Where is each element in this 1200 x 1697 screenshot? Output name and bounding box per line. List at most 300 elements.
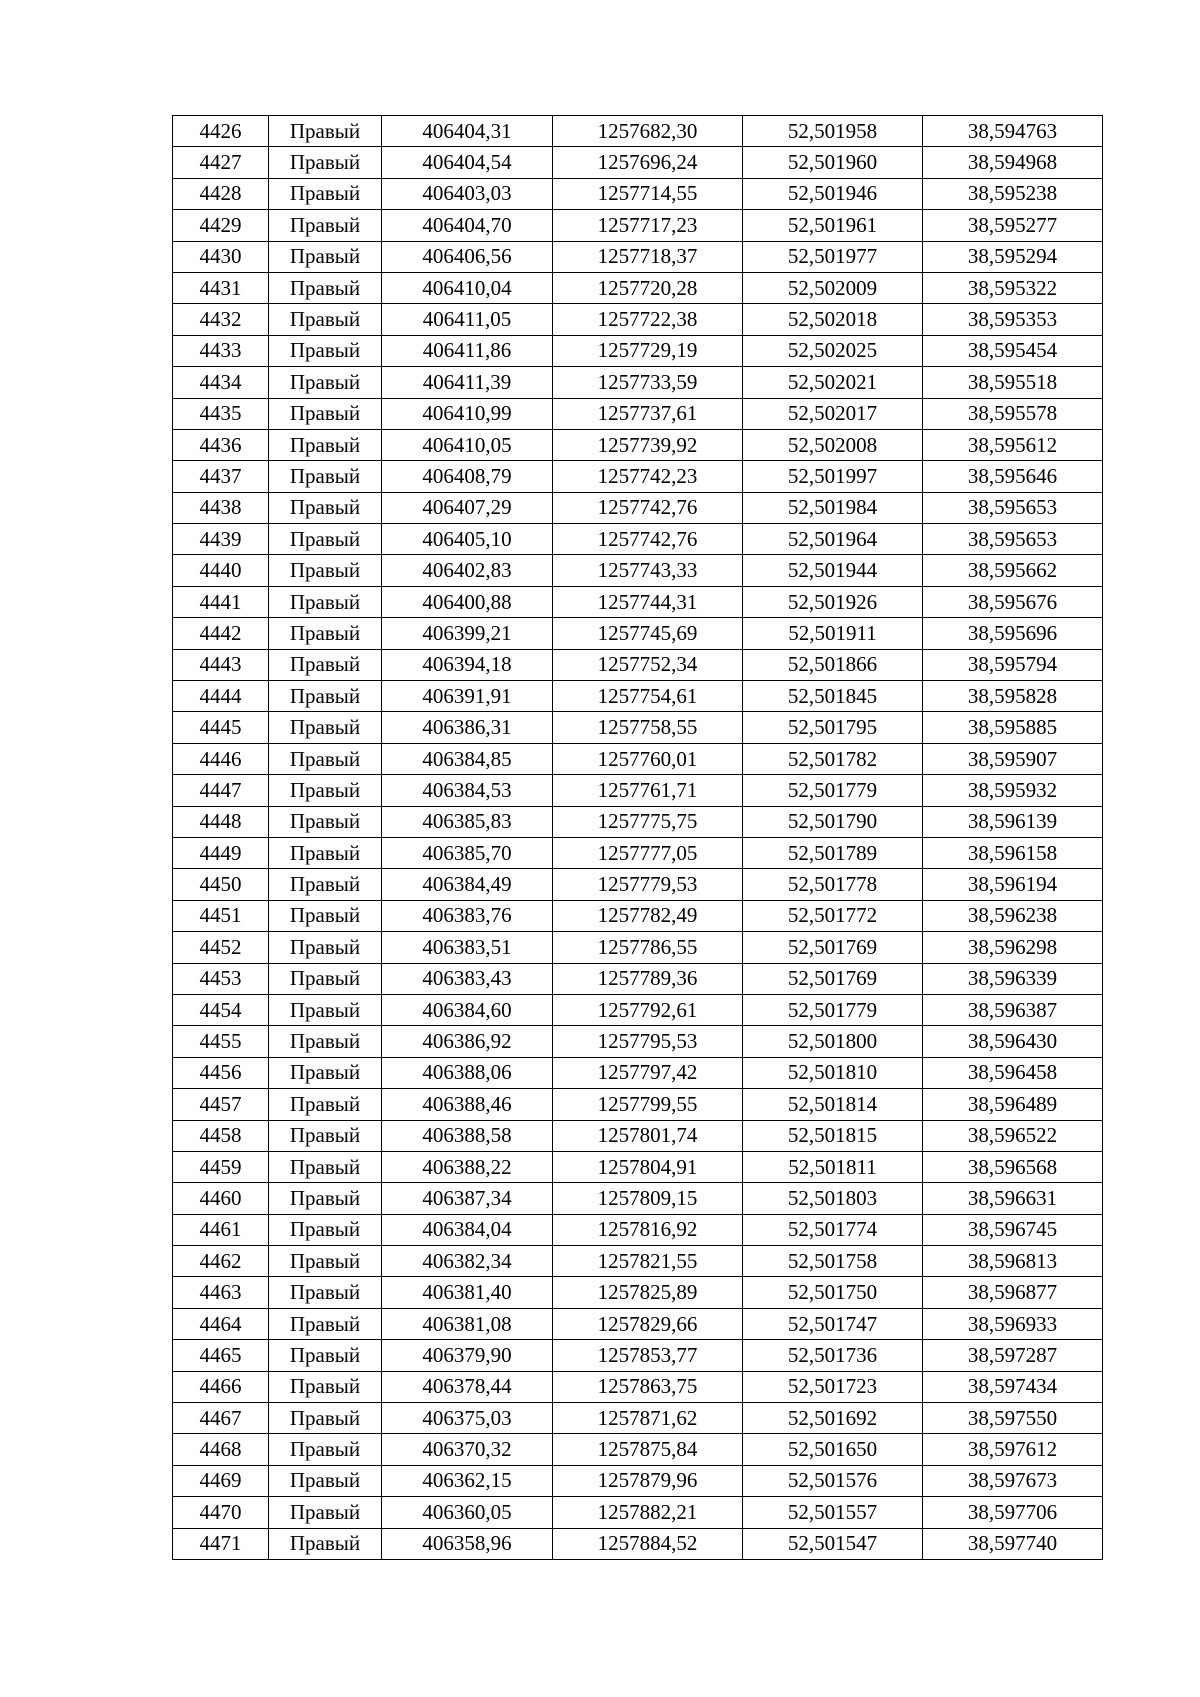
latitude-cell: 52,501576 <box>743 1465 923 1496</box>
coord-x-cell: 406394,18 <box>382 649 553 680</box>
table-row <box>173 1057 1103 1088</box>
coord-x-cell: 406391,91 <box>382 681 553 712</box>
coord-y-cell: 1257789,36 <box>553 963 743 994</box>
coord-y-cell: 1257714,55 <box>553 178 743 209</box>
coord-x-cell: 406402,83 <box>382 555 553 586</box>
coord-x-cell: 406358,96 <box>382 1528 553 1559</box>
coord-y-cell: 1257742,23 <box>553 461 743 492</box>
longitude-cell: 38,596933 <box>923 1308 1103 1339</box>
bank-side-cell: Правый <box>269 335 382 366</box>
latitude-cell: 52,502018 <box>743 304 923 335</box>
point-number-cell: 4432 <box>173 304 269 335</box>
latitude-cell: 52,501810 <box>743 1057 923 1088</box>
point-number-cell: 4469 <box>173 1465 269 1496</box>
coord-y-cell: 1257882,21 <box>553 1497 743 1528</box>
point-number-cell: 4443 <box>173 649 269 680</box>
table-row <box>173 1434 1103 1465</box>
point-number-cell: 4460 <box>173 1183 269 1214</box>
point-number-cell: 4427 <box>173 147 269 178</box>
table-row <box>173 994 1103 1025</box>
coord-y-cell: 1257782,49 <box>553 900 743 931</box>
longitude-cell: 38,595653 <box>923 492 1103 523</box>
coord-x-cell: 406403,03 <box>382 178 553 209</box>
latitude-cell: 52,501984 <box>743 492 923 523</box>
bank-side-cell: Правый <box>269 743 382 774</box>
coord-y-cell: 1257739,92 <box>553 429 743 460</box>
point-number-cell: 4437 <box>173 461 269 492</box>
coord-y-cell: 1257863,75 <box>553 1371 743 1402</box>
point-number-cell: 4444 <box>173 681 269 712</box>
coord-y-cell: 1257853,77 <box>553 1340 743 1371</box>
table-row <box>173 1403 1103 1434</box>
longitude-cell: 38,596631 <box>923 1183 1103 1214</box>
point-number-cell: 4470 <box>173 1497 269 1528</box>
coord-y-cell: 1257717,23 <box>553 210 743 241</box>
table-row <box>173 555 1103 586</box>
point-number-cell: 4461 <box>173 1214 269 1245</box>
longitude-cell: 38,595932 <box>923 775 1103 806</box>
latitude-cell: 52,501723 <box>743 1371 923 1402</box>
coord-y-cell: 1257809,15 <box>553 1183 743 1214</box>
latitude-cell: 52,501736 <box>743 1340 923 1371</box>
latitude-cell: 52,501778 <box>743 869 923 900</box>
bank-side-cell: Правый <box>269 210 382 241</box>
point-number-cell: 4458 <box>173 1120 269 1151</box>
longitude-cell: 38,595696 <box>923 618 1103 649</box>
longitude-cell: 38,597673 <box>923 1465 1103 1496</box>
bank-side-cell: Правый <box>269 147 382 178</box>
coord-y-cell: 1257792,61 <box>553 994 743 1025</box>
coord-x-cell: 406411,39 <box>382 367 553 398</box>
coord-x-cell: 406411,05 <box>382 304 553 335</box>
point-number-cell: 4448 <box>173 806 269 837</box>
point-number-cell: 4456 <box>173 1057 269 1088</box>
point-number-cell: 4426 <box>173 116 269 147</box>
point-number-cell: 4457 <box>173 1089 269 1120</box>
table-row <box>173 1371 1103 1402</box>
latitude-cell: 52,501795 <box>743 712 923 743</box>
longitude-cell: 38,595353 <box>923 304 1103 335</box>
latitude-cell: 52,501747 <box>743 1308 923 1339</box>
longitude-cell: 38,596339 <box>923 963 1103 994</box>
bank-side-cell: Правый <box>269 712 382 743</box>
coord-x-cell: 406386,31 <box>382 712 553 743</box>
coordinates-table <box>172 115 1103 1560</box>
table-row <box>173 775 1103 806</box>
coord-x-cell: 406410,04 <box>382 272 553 303</box>
longitude-cell: 38,597434 <box>923 1371 1103 1402</box>
point-number-cell: 4441 <box>173 586 269 617</box>
table-row <box>173 837 1103 868</box>
coord-y-cell: 1257742,76 <box>553 492 743 523</box>
longitude-cell: 38,595646 <box>923 461 1103 492</box>
coord-x-cell: 406385,70 <box>382 837 553 868</box>
bank-side-cell: Правый <box>269 1434 382 1465</box>
coord-y-cell: 1257779,53 <box>553 869 743 900</box>
bank-side-cell: Правый <box>269 304 382 335</box>
longitude-cell: 38,597706 <box>923 1497 1103 1528</box>
latitude-cell: 52,501866 <box>743 649 923 680</box>
point-number-cell: 4439 <box>173 524 269 555</box>
bank-side-cell: Правый <box>269 492 382 523</box>
bank-side-cell: Правый <box>269 1214 382 1245</box>
coord-x-cell: 406383,76 <box>382 900 553 931</box>
coord-y-cell: 1257801,74 <box>553 1120 743 1151</box>
coord-y-cell: 1257733,59 <box>553 367 743 398</box>
coord-y-cell: 1257816,92 <box>553 1214 743 1245</box>
table-row <box>173 1151 1103 1182</box>
point-number-cell: 4465 <box>173 1340 269 1371</box>
point-number-cell: 4440 <box>173 555 269 586</box>
coord-y-cell: 1257720,28 <box>553 272 743 303</box>
coord-x-cell: 406384,49 <box>382 869 553 900</box>
bank-side-cell: Правый <box>269 1026 382 1057</box>
table-row <box>173 367 1103 398</box>
bank-side-cell: Правый <box>269 963 382 994</box>
longitude-cell: 38,597287 <box>923 1340 1103 1371</box>
coord-x-cell: 406411,86 <box>382 335 553 366</box>
longitude-cell: 38,596877 <box>923 1277 1103 1308</box>
coord-x-cell: 406400,88 <box>382 586 553 617</box>
latitude-cell: 52,501547 <box>743 1528 923 1559</box>
latitude-cell: 52,501961 <box>743 210 923 241</box>
point-number-cell: 4447 <box>173 775 269 806</box>
table-row <box>173 1465 1103 1496</box>
longitude-cell: 38,596813 <box>923 1246 1103 1277</box>
latitude-cell: 52,501790 <box>743 806 923 837</box>
point-number-cell: 4446 <box>173 743 269 774</box>
latitude-cell: 52,501789 <box>743 837 923 868</box>
bank-side-cell: Правый <box>269 1277 382 1308</box>
point-number-cell: 4442 <box>173 618 269 649</box>
bank-side-cell: Правый <box>269 837 382 868</box>
point-number-cell: 4450 <box>173 869 269 900</box>
coord-x-cell: 406384,60 <box>382 994 553 1025</box>
bank-side-cell: Правый <box>269 1340 382 1371</box>
table-row <box>173 1089 1103 1120</box>
longitude-cell: 38,595294 <box>923 241 1103 272</box>
coord-y-cell: 1257745,69 <box>553 618 743 649</box>
coord-x-cell: 406383,43 <box>382 963 553 994</box>
coord-x-cell: 406379,90 <box>382 1340 553 1371</box>
latitude-cell: 52,501758 <box>743 1246 923 1277</box>
longitude-cell: 38,595454 <box>923 335 1103 366</box>
coord-x-cell: 406388,46 <box>382 1089 553 1120</box>
coord-y-cell: 1257797,42 <box>553 1057 743 1088</box>
coord-x-cell: 406388,06 <box>382 1057 553 1088</box>
table-row <box>173 1528 1103 1559</box>
coord-y-cell: 1257737,61 <box>553 398 743 429</box>
latitude-cell: 52,501815 <box>743 1120 923 1151</box>
coord-x-cell: 406404,54 <box>382 147 553 178</box>
longitude-cell: 38,596522 <box>923 1120 1103 1151</box>
point-number-cell: 4436 <box>173 429 269 460</box>
longitude-cell: 38,597740 <box>923 1528 1103 1559</box>
coord-y-cell: 1257722,38 <box>553 304 743 335</box>
bank-side-cell: Правый <box>269 649 382 680</box>
bank-side-cell: Правый <box>269 775 382 806</box>
longitude-cell: 38,595676 <box>923 586 1103 617</box>
coord-x-cell: 406385,83 <box>382 806 553 837</box>
point-number-cell: 4428 <box>173 178 269 209</box>
table-row <box>173 618 1103 649</box>
table-row <box>173 1497 1103 1528</box>
coord-x-cell: 406410,99 <box>382 398 553 429</box>
longitude-cell: 38,595662 <box>923 555 1103 586</box>
table-row <box>173 116 1103 147</box>
table-row <box>173 524 1103 555</box>
table-row <box>173 178 1103 209</box>
bank-side-cell: Правый <box>269 1465 382 1496</box>
coord-x-cell: 406384,53 <box>382 775 553 806</box>
latitude-cell: 52,501946 <box>743 178 923 209</box>
coord-y-cell: 1257682,30 <box>553 116 743 147</box>
latitude-cell: 52,501814 <box>743 1089 923 1120</box>
latitude-cell: 52,501772 <box>743 900 923 931</box>
longitude-cell: 38,596298 <box>923 932 1103 963</box>
coord-y-cell: 1257825,89 <box>553 1277 743 1308</box>
point-number-cell: 4467 <box>173 1403 269 1434</box>
longitude-cell: 38,595518 <box>923 367 1103 398</box>
coord-x-cell: 406381,40 <box>382 1277 553 1308</box>
table-row <box>173 147 1103 178</box>
longitude-cell: 38,596139 <box>923 806 1103 837</box>
coord-x-cell: 406410,05 <box>382 429 553 460</box>
point-number-cell: 4438 <box>173 492 269 523</box>
coord-y-cell: 1257804,91 <box>553 1151 743 1182</box>
latitude-cell: 52,501811 <box>743 1151 923 1182</box>
bank-side-cell: Правый <box>269 1403 382 1434</box>
bank-side-cell: Правый <box>269 586 382 617</box>
coord-y-cell: 1257786,55 <box>553 932 743 963</box>
coordinates-table-body <box>173 116 1103 1560</box>
table-row <box>173 1340 1103 1371</box>
coord-y-cell: 1257742,76 <box>553 524 743 555</box>
coord-y-cell: 1257761,71 <box>553 775 743 806</box>
bank-side-cell: Правый <box>269 429 382 460</box>
longitude-cell: 38,596430 <box>923 1026 1103 1057</box>
coord-x-cell: 406404,31 <box>382 116 553 147</box>
latitude-cell: 52,501926 <box>743 586 923 617</box>
latitude-cell: 52,501845 <box>743 681 923 712</box>
coord-y-cell: 1257795,53 <box>553 1026 743 1057</box>
longitude-cell: 38,596238 <box>923 900 1103 931</box>
coord-x-cell: 406404,70 <box>382 210 553 241</box>
bank-side-cell: Правый <box>269 398 382 429</box>
coord-x-cell: 406382,34 <box>382 1246 553 1277</box>
coord-x-cell: 406383,51 <box>382 932 553 963</box>
table-row <box>173 806 1103 837</box>
latitude-cell: 52,501779 <box>743 994 923 1025</box>
latitude-cell: 52,502008 <box>743 429 923 460</box>
longitude-cell: 38,596745 <box>923 1214 1103 1245</box>
longitude-cell: 38,595238 <box>923 178 1103 209</box>
longitude-cell: 38,596458 <box>923 1057 1103 1088</box>
bank-side-cell: Правый <box>269 367 382 398</box>
longitude-cell: 38,594763 <box>923 116 1103 147</box>
point-number-cell: 4468 <box>173 1434 269 1465</box>
point-number-cell: 4464 <box>173 1308 269 1339</box>
table-row <box>173 712 1103 743</box>
longitude-cell: 38,596568 <box>923 1151 1103 1182</box>
bank-side-cell: Правый <box>269 524 382 555</box>
latitude-cell: 52,501769 <box>743 932 923 963</box>
coord-y-cell: 1257752,34 <box>553 649 743 680</box>
longitude-cell: 38,594968 <box>923 147 1103 178</box>
coord-y-cell: 1257777,05 <box>553 837 743 868</box>
bank-side-cell: Правый <box>269 241 382 272</box>
latitude-cell: 52,501750 <box>743 1277 923 1308</box>
bank-side-cell: Правый <box>269 461 382 492</box>
coord-y-cell: 1257744,31 <box>553 586 743 617</box>
latitude-cell: 52,502009 <box>743 272 923 303</box>
latitude-cell: 52,501803 <box>743 1183 923 1214</box>
coord-y-cell: 1257799,55 <box>553 1089 743 1120</box>
coord-x-cell: 406399,21 <box>382 618 553 649</box>
point-number-cell: 4459 <box>173 1151 269 1182</box>
coord-x-cell: 406375,03 <box>382 1403 553 1434</box>
latitude-cell: 52,501782 <box>743 743 923 774</box>
table-row <box>173 743 1103 774</box>
longitude-cell: 38,595612 <box>923 429 1103 460</box>
bank-side-cell: Правый <box>269 900 382 931</box>
table-row <box>173 1026 1103 1057</box>
latitude-cell: 52,501557 <box>743 1497 923 1528</box>
point-number-cell: 4431 <box>173 272 269 303</box>
bank-side-cell: Правый <box>269 681 382 712</box>
point-number-cell: 4434 <box>173 367 269 398</box>
coord-y-cell: 1257718,37 <box>553 241 743 272</box>
coord-y-cell: 1257775,75 <box>553 806 743 837</box>
table-row <box>173 1120 1103 1151</box>
latitude-cell: 52,501960 <box>743 147 923 178</box>
longitude-cell: 38,595907 <box>923 743 1103 774</box>
bank-side-cell: Правый <box>269 1308 382 1339</box>
longitude-cell: 38,596194 <box>923 869 1103 900</box>
latitude-cell: 52,501650 <box>743 1434 923 1465</box>
point-number-cell: 4430 <box>173 241 269 272</box>
coord-x-cell: 406406,56 <box>382 241 553 272</box>
latitude-cell: 52,502017 <box>743 398 923 429</box>
table-row <box>173 963 1103 994</box>
latitude-cell: 52,501779 <box>743 775 923 806</box>
bank-side-cell: Правый <box>269 1497 382 1528</box>
table-row <box>173 304 1103 335</box>
bank-side-cell: Правый <box>269 272 382 303</box>
longitude-cell: 38,597612 <box>923 1434 1103 1465</box>
longitude-cell: 38,595322 <box>923 272 1103 303</box>
coord-x-cell: 406370,32 <box>382 1434 553 1465</box>
bank-side-cell: Правый <box>269 994 382 1025</box>
bank-side-cell: Правый <box>269 555 382 586</box>
longitude-cell: 38,595885 <box>923 712 1103 743</box>
point-number-cell: 4463 <box>173 1277 269 1308</box>
latitude-cell: 52,501958 <box>743 116 923 147</box>
latitude-cell: 52,501774 <box>743 1214 923 1245</box>
point-number-cell: 4451 <box>173 900 269 931</box>
coord-y-cell: 1257754,61 <box>553 681 743 712</box>
coord-x-cell: 406378,44 <box>382 1371 553 1402</box>
longitude-cell: 38,595277 <box>923 210 1103 241</box>
point-number-cell: 4449 <box>173 837 269 868</box>
coord-x-cell: 406408,79 <box>382 461 553 492</box>
coord-y-cell: 1257760,01 <box>553 743 743 774</box>
longitude-cell: 38,595828 <box>923 681 1103 712</box>
bank-side-cell: Правый <box>269 1089 382 1120</box>
bank-side-cell: Правый <box>269 618 382 649</box>
longitude-cell: 38,597550 <box>923 1403 1103 1434</box>
bank-side-cell: Правый <box>269 178 382 209</box>
longitude-cell: 38,595578 <box>923 398 1103 429</box>
table-row <box>173 1246 1103 1277</box>
coord-x-cell: 406386,92 <box>382 1026 553 1057</box>
point-number-cell: 4454 <box>173 994 269 1025</box>
point-number-cell: 4435 <box>173 398 269 429</box>
point-number-cell: 4455 <box>173 1026 269 1057</box>
latitude-cell: 52,502025 <box>743 335 923 366</box>
table-row <box>173 649 1103 680</box>
point-number-cell: 4471 <box>173 1528 269 1559</box>
coord-y-cell: 1257696,24 <box>553 147 743 178</box>
coord-x-cell: 406388,58 <box>382 1120 553 1151</box>
latitude-cell: 52,502021 <box>743 367 923 398</box>
point-number-cell: 4445 <box>173 712 269 743</box>
table-row <box>173 429 1103 460</box>
table-row <box>173 1308 1103 1339</box>
coord-y-cell: 1257884,52 <box>553 1528 743 1559</box>
table-row <box>173 1277 1103 1308</box>
coord-y-cell: 1257875,84 <box>553 1434 743 1465</box>
table-row <box>173 681 1103 712</box>
bank-side-cell: Правый <box>269 1151 382 1182</box>
coord-y-cell: 1257879,96 <box>553 1465 743 1496</box>
coord-y-cell: 1257743,33 <box>553 555 743 586</box>
table-row <box>173 932 1103 963</box>
bank-side-cell: Правый <box>269 1371 382 1402</box>
coord-x-cell: 406387,34 <box>382 1183 553 1214</box>
point-number-cell: 4429 <box>173 210 269 241</box>
longitude-cell: 38,595794 <box>923 649 1103 680</box>
longitude-cell: 38,595653 <box>923 524 1103 555</box>
bank-side-cell: Правый <box>269 1528 382 1559</box>
table-row <box>173 335 1103 366</box>
coord-x-cell: 406360,05 <box>382 1497 553 1528</box>
bank-side-cell: Правый <box>269 869 382 900</box>
latitude-cell: 52,501997 <box>743 461 923 492</box>
table-row <box>173 1214 1103 1245</box>
bank-side-cell: Правый <box>269 116 382 147</box>
bank-side-cell: Правый <box>269 806 382 837</box>
coord-x-cell: 406405,10 <box>382 524 553 555</box>
latitude-cell: 52,501964 <box>743 524 923 555</box>
point-number-cell: 4462 <box>173 1246 269 1277</box>
point-number-cell: 4453 <box>173 963 269 994</box>
latitude-cell: 52,501692 <box>743 1403 923 1434</box>
point-number-cell: 4433 <box>173 335 269 366</box>
coord-x-cell: 406381,08 <box>382 1308 553 1339</box>
coord-x-cell: 406362,15 <box>382 1465 553 1496</box>
longitude-cell: 38,596387 <box>923 994 1103 1025</box>
table-row <box>173 398 1103 429</box>
longitude-cell: 38,596489 <box>923 1089 1103 1120</box>
latitude-cell: 52,501911 <box>743 618 923 649</box>
latitude-cell: 52,501769 <box>743 963 923 994</box>
table-row <box>173 586 1103 617</box>
longitude-cell: 38,596158 <box>923 837 1103 868</box>
latitude-cell: 52,501977 <box>743 241 923 272</box>
table-row <box>173 492 1103 523</box>
coord-x-cell: 406407,29 <box>382 492 553 523</box>
